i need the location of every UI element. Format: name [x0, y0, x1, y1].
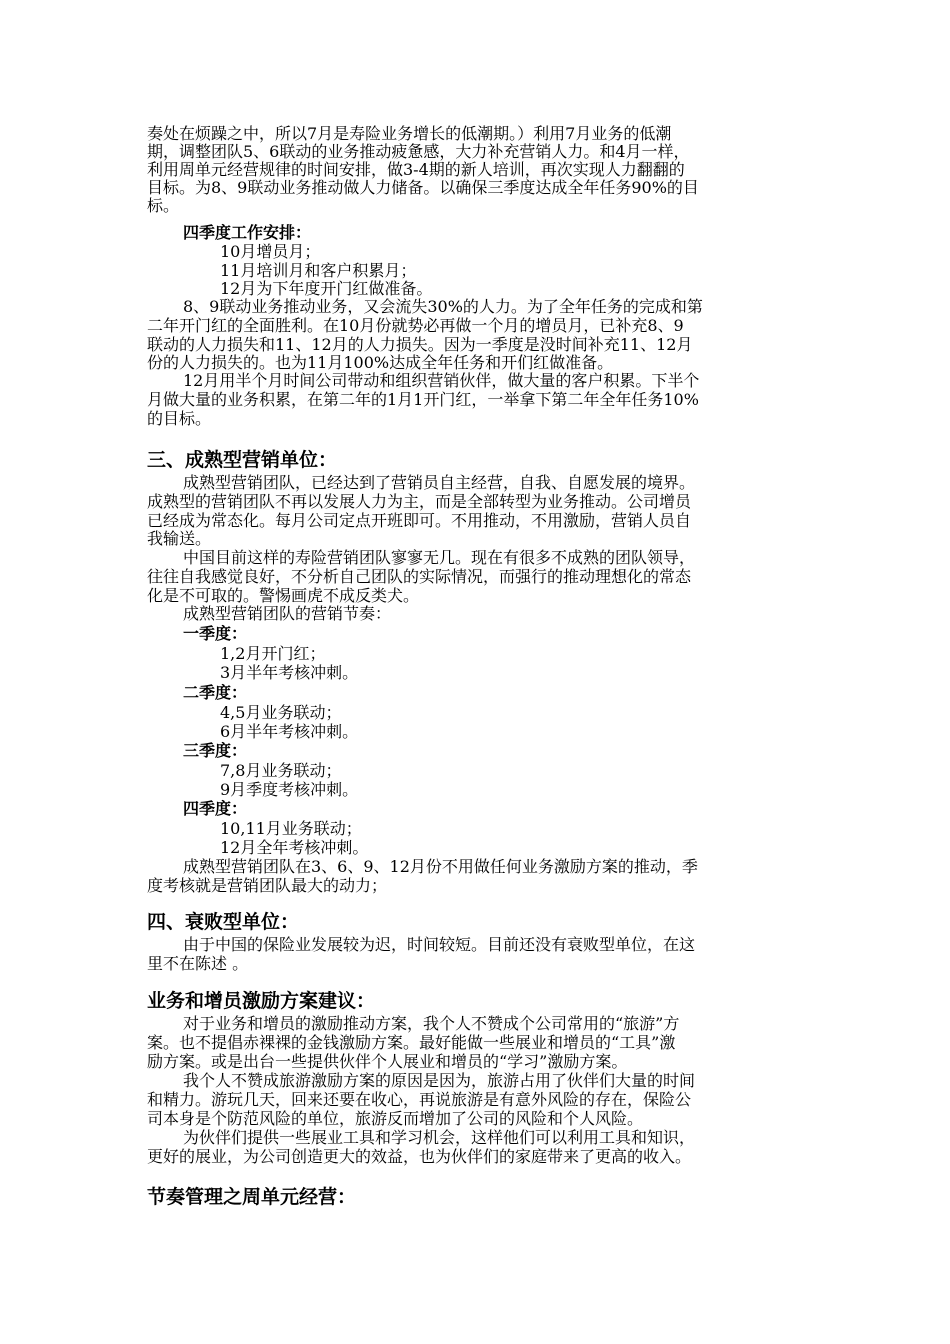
text-line: 标。: [147, 196, 180, 215]
list-item: 4,5月业务联动；: [220, 703, 342, 722]
text-line: 中国目前这样的寿险营销团队寥寥无几。现在有很多不成熟的团队领导，: [183, 548, 696, 567]
section-heading: 业务和增员激励方案建议：: [147, 990, 376, 1012]
text-line: 成熟型营销团队的营销节奏：: [183, 604, 392, 623]
text-line: 二年开门红的全面胜利。在10月份就势必再做一个月的增员月，已补充8、9: [147, 316, 684, 335]
q4-heading: 四季度工作安排：: [183, 223, 312, 242]
text-line: 度考核就是营销团队最大的动力；: [147, 876, 388, 895]
list-item: 11月培训月和客户积累月；: [220, 261, 417, 280]
list-item: 12月全年考核冲刺。: [220, 838, 369, 857]
text-line: 往往自我感觉良好，不分析自己团队的实际情况，而强行的推动理想化的常态: [147, 567, 692, 586]
text-line: 更好的展业，为公司创造更大的效益，也为伙伴们的家庭带来了更高的收入。: [147, 1147, 692, 1166]
text-line: 利用周单元经营规律的时间安排，做3-4期的新人培训，再次实现人力翻翻的: [147, 160, 685, 179]
text-line: 12月用半个月时间公司带动和组织营销伙伴，做大量的客户积累。下半个: [183, 371, 700, 390]
text-line: 联动的人力损失和11、12月的人力损失。因为一季度是没时间补充11、12月: [147, 335, 693, 354]
text-line: 由于中国的保险业发展较为迟，时间较短。目前还没有衰败型单位，在这: [183, 935, 696, 954]
text-line: 份的人力损失的。也为11月100%达成全年任务和开们红做准备。: [147, 353, 614, 372]
list-item: 9月季度考核冲刺。: [220, 780, 359, 799]
text-line: 成熟型营销团队在3、6、9、12月份不用做任何业务激励方案的推动，季: [183, 857, 698, 876]
section-heading: 节奏管理之周单元经营：: [147, 1186, 357, 1208]
text-line: 月做大量的业务积累，在第二年的1月1开门红，一举拿下第二年全年任务10%: [147, 390, 699, 409]
text-line: 化是不可取的。警惕画虎不成反类犬。: [147, 586, 420, 605]
text-line: 奏处在烦躁之中，所以7月是寿险业务增长的低潮期。）利用7月业务的低潮: [147, 124, 672, 143]
quarter-label: 二季度：: [183, 683, 248, 702]
section-heading: 三、成熟型营销单位：: [147, 449, 338, 471]
text-line: 我输送。: [147, 529, 212, 548]
list-item: 7,8月业务联动；: [220, 761, 342, 780]
list-item: 3月半年考核冲刺。: [220, 663, 359, 682]
text-line: 和精力。游玩几天，回来还要在收心，再说旅游是有意外风险的存在，保险公: [147, 1090, 692, 1109]
text-line: 案。也不提倡赤裸裸的金钱激励方案。最好能做一些展业和增员的“工具”激: [147, 1033, 676, 1052]
quarter-label: 一季度：: [183, 624, 248, 643]
text-line: 目标。为8、9联动业务推动做人力储备。以确保三季度达成全年任务90%的目: [147, 178, 699, 197]
text-line: 成熟型营销团队，已经达到了营销员自主经营，自我、自愿发展的境界。: [183, 473, 696, 492]
text-line: 期，调整团队5、6联动的业务推动疲惫感，大力补充营销人力。和4月一样，: [147, 142, 690, 161]
list-item: 1,2月开门红；: [220, 644, 326, 663]
quarter-label: 三季度：: [183, 741, 248, 760]
section-heading: 四、衰败型单位：: [147, 911, 300, 933]
text-line: 励方案。或是出台一些提供伙伴个人展业和增员的“学习”激励方案。: [147, 1052, 628, 1071]
list-item: 6月半年考核冲刺。: [220, 722, 359, 741]
text-line: 里不在陈述 。: [147, 954, 249, 973]
text-line: 8、9联动业务推动业务，又会流失30%的人力。为了全年任务的完成和第: [183, 297, 703, 316]
text-line: 对于业务和增员的激励推动方案，我个人不赞成个公司常用的“旅游”方: [183, 1014, 680, 1033]
list-item: 10月增员月；: [220, 242, 321, 261]
list-item: 10,11月业务联动；: [220, 819, 362, 838]
text-line: 我个人不赞成旅游激励方案的原因是因为，旅游占用了伙伴们大量的时间: [183, 1071, 696, 1090]
text-line: 的目标。: [147, 409, 212, 428]
quarter-label: 四季度：: [183, 799, 248, 818]
text-line: 司本身是个防范风险的单位，旅游反而增加了公司的风险和个人风险。: [147, 1109, 644, 1128]
text-line: 已经成为常态化。每月公司定点开班即可。不用推动，不用激励，营销人员自: [147, 511, 692, 530]
text-line: 成熟型的营销团队不再以发展人力为主，而是全部转型为业务推动。公司增员: [147, 492, 692, 511]
text-line: 为伙伴们提供一些展业工具和学习机会，这样他们可以利用工具和知识，: [183, 1128, 696, 1147]
list-item: 12月为下年度开门红做准备。: [220, 279, 433, 298]
